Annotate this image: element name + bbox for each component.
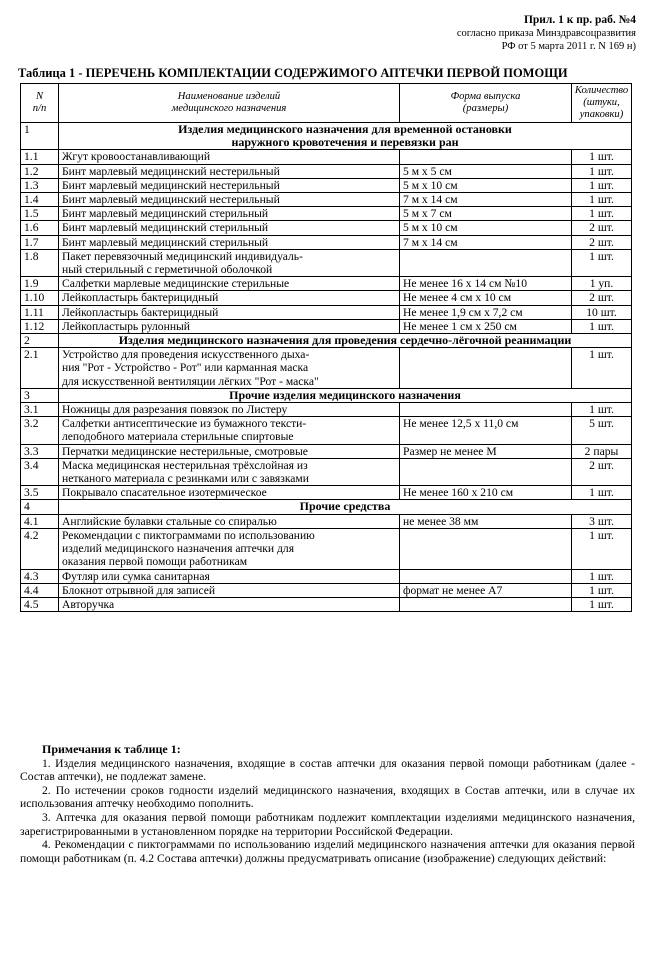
item-form: 7 м х 14 см [400, 193, 572, 207]
item-name: Бинт марлевый медицинский нестерильный [59, 164, 400, 178]
item-quantity: 1 шт. [572, 569, 632, 583]
table-row [21, 348, 632, 389]
item-form: Не менее 160 х 210 см [400, 486, 572, 500]
item-name: Рекомендации с пиктограммами по использованию изделий медицинского назначения аптечки для оказания первой помощи работникам [59, 528, 400, 569]
item-form: Не менее 12,5 х 11,0 см [400, 417, 572, 444]
item-quantity: 1 шт. [572, 164, 632, 178]
item-form: не менее 38 мм [400, 514, 572, 528]
item-quantity: 1 шт. [572, 528, 632, 569]
table-row [21, 277, 632, 291]
item-number: 2.1 [21, 348, 59, 389]
item-form: 5 м х 10 см [400, 178, 572, 192]
table-row [21, 164, 632, 178]
section-title: Изделия медицинского назначения для проведения сердечно-лёгочной реанимации [59, 334, 632, 348]
item-form [400, 150, 572, 164]
item-quantity: 3 шт. [572, 514, 632, 528]
section-row [21, 334, 632, 348]
item-name: Жгут кровоостанавливающий [59, 150, 400, 164]
item-form [400, 528, 572, 569]
item-number: 4.2 [21, 528, 59, 569]
order-reference: согласно приказа Минздравсоцразвития [456, 28, 636, 39]
table-row [21, 178, 632, 192]
item-quantity: 1 шт. [572, 249, 632, 276]
item-number: 1.7 [21, 235, 59, 249]
section-number: 2 [21, 334, 59, 348]
item-quantity: 1 шт. [572, 403, 632, 417]
item-quantity: 2 шт. [572, 221, 632, 235]
table-row [21, 417, 632, 444]
item-number: 4.1 [21, 514, 59, 528]
table-header-row [21, 84, 632, 123]
item-form [400, 249, 572, 276]
section-number: 4 [21, 500, 59, 514]
item-quantity: 1 шт. [572, 348, 632, 389]
item-quantity: 1 шт. [572, 319, 632, 333]
table-row [21, 583, 632, 597]
column-header-form: Форма выпуска (размеры) [400, 84, 572, 123]
item-number: 3.1 [21, 403, 59, 417]
section-title: Прочие изделия медицинского назначения [59, 388, 632, 402]
item-form [400, 403, 572, 417]
item-number: 1.2 [21, 164, 59, 178]
order-date: РФ от 5 марта 2011 г. N 169 н) [501, 41, 636, 52]
document-header [457, 14, 636, 53]
table-title: Таблица 1 - ПЕРЕЧЕНЬ КОМПЛЕКТАЦИИ СОДЕРЖИМОГО АПТЕЧКИ ПЕРВОЙ ПОМОЩИ [18, 66, 568, 80]
item-name: Бинт марлевый медицинский стерильный [59, 207, 400, 221]
item-form [400, 458, 572, 485]
item-quantity: 1 шт. [572, 207, 632, 221]
table-row [21, 569, 632, 583]
table-row [21, 150, 632, 164]
item-number: 1.10 [21, 291, 59, 305]
notes-title: Примечания к таблице 1: [42, 742, 181, 756]
item-quantity: 2 шт. [572, 235, 632, 249]
item-quantity: 10 шт. [572, 305, 632, 319]
item-form: Не менее 4 см х 10 см [400, 291, 572, 305]
item-number: 3.2 [21, 417, 59, 444]
item-name: Маска медицинская нестерильная трёхслойная из нетканого материала с резинками или с завязками [59, 458, 400, 485]
item-number: 1.11 [21, 305, 59, 319]
table-body [21, 123, 632, 612]
item-quantity: 2 шт. [572, 458, 632, 485]
item-name: Бинт марлевый медицинский нестерильный [59, 178, 400, 192]
table-row [21, 597, 632, 611]
item-number: 1.12 [21, 319, 59, 333]
item-form [400, 348, 572, 389]
item-number: 1.3 [21, 178, 59, 192]
item-quantity: 1 шт. [572, 193, 632, 207]
section-title: Прочие средства [59, 500, 632, 514]
table-row [21, 319, 632, 333]
table-row [21, 528, 632, 569]
item-name: Салфетки антисептические из бумажного тексти- леподобного материала стерильные спиртовые [59, 417, 400, 444]
item-quantity: 1 уп. [572, 277, 632, 291]
item-form: Не менее 1,9 см х 7,2 см [400, 305, 572, 319]
item-name: Бинт марлевый медицинский стерильный [59, 235, 400, 249]
item-name: Пакет перевязочный медицинский индивидуаль- ный стерильный с герметичной оболочкой [59, 249, 400, 276]
item-quantity: 1 шт. [572, 486, 632, 500]
table-row [21, 249, 632, 276]
item-quantity: 1 шт. [572, 583, 632, 597]
note-item: 4. Рекомендации с пиктограммами по использованию изделий медицинского назначения аптечки для оказания первой помощи работникам (п. 4.2 Состава аптечки) должны предусматривать описание (изображение) следующих действий: [20, 838, 635, 865]
item-number: 3.3 [21, 444, 59, 458]
table-row [21, 458, 632, 485]
table-row [21, 291, 632, 305]
item-name: Лейкопластырь рулонный [59, 319, 400, 333]
item-form: Размер не менее М [400, 444, 572, 458]
item-name: Футляр или сумка санитарная [59, 569, 400, 583]
section-title: Изделия медицинского назначения для временной остановки наружного кровотечения и перевязки ран [59, 123, 632, 150]
note-item: 3. Аптечка для оказания первой помощи работникам подлежит комплектации изделиями медицинского назначения, зарегистрированными в установленном порядке на территории Российской Федерации. [20, 810, 635, 838]
item-name: Перчатки медицинские нестерильные, смотровые [59, 444, 400, 458]
item-quantity: 1 шт. [572, 178, 632, 192]
item-quantity: 1 шт. [572, 597, 632, 611]
item-name: Устройство для проведения искусственного дыха- ния "Рот - Устройство - Рот" или карманная маска для искусственной вентиляции лёгких "Рот - маска" [59, 348, 400, 389]
item-quantity: 2 шт. [572, 291, 632, 305]
item-number: 3.5 [21, 486, 59, 500]
attachment-reference: Прил. 1 к пр. раб. №4 [523, 14, 636, 26]
table-row [21, 207, 632, 221]
item-quantity: 2 пары [572, 444, 632, 458]
item-number: 1.5 [21, 207, 59, 221]
item-name: Покрывало спасательное изотермическое [59, 486, 400, 500]
item-form: 5 м х 5 см [400, 164, 572, 178]
item-form [400, 569, 572, 583]
item-quantity: 5 шт. [572, 417, 632, 444]
table-row [21, 403, 632, 417]
table-row [21, 444, 632, 458]
item-number: 1.9 [21, 277, 59, 291]
item-number: 4.5 [21, 597, 59, 611]
item-form [400, 597, 572, 611]
item-number: 1.6 [21, 221, 59, 235]
first-aid-kit-table [20, 83, 632, 612]
item-number: 1.4 [21, 193, 59, 207]
item-number: 1.1 [21, 150, 59, 164]
table-row [21, 193, 632, 207]
note-item: 1. Изделия медицинского назначения, входящие в состав аптечки для оказания первой помощи работникам (далее - Состав аптечки), не подлежат замене. [20, 756, 635, 784]
section-number: 3 [21, 388, 59, 402]
item-form: формат не менее А7 [400, 583, 572, 597]
section-row [21, 388, 632, 402]
item-form: 5 м х 7 см [400, 207, 572, 221]
table-row [21, 514, 632, 528]
item-name: Бинт марлевый медицинский стерильный [59, 221, 400, 235]
item-number: 4.3 [21, 569, 59, 583]
item-form: Не менее 1 см х 250 см [400, 319, 572, 333]
item-name: Авторучка [59, 597, 400, 611]
item-number: 1.8 [21, 249, 59, 276]
item-number: 4.4 [21, 583, 59, 597]
item-form: 7 м х 14 см [400, 235, 572, 249]
item-form: Не менее 16 х 14 см №10 [400, 277, 572, 291]
table-row [21, 486, 632, 500]
section-row [21, 123, 632, 150]
item-form: 5 м х 10 см [400, 221, 572, 235]
column-header-number: N п/п [21, 84, 59, 123]
column-header-quantity: Количество (штуки, упаковки) [572, 84, 632, 123]
item-name: Блокнот отрывной для записей [59, 583, 400, 597]
column-header-name: Наименование изделий медицинского назначения [59, 84, 400, 123]
table-row [21, 305, 632, 319]
item-name: Английские булавки стальные со спиралью [59, 514, 400, 528]
item-quantity: 1 шт. [572, 150, 632, 164]
section-row [21, 500, 632, 514]
item-name: Салфетки марлевые медицинские стерильные [59, 277, 400, 291]
section-number: 1 [21, 123, 59, 150]
note-item: 2. По истечении сроков годности изделий медицинского назначения, входящих в Состав аптечки, или в случае их использования аптечку необходимо пополнить. [20, 783, 635, 811]
item-name: Ножницы для разрезания повязок по Листеру [59, 403, 400, 417]
table-row [21, 221, 632, 235]
table-notes [20, 743, 635, 865]
item-name: Бинт марлевый медицинский нестерильный [59, 193, 400, 207]
item-name: Лейкопластырь бактерицидный [59, 305, 400, 319]
item-number: 3.4 [21, 458, 59, 485]
table-row [21, 235, 632, 249]
item-name: Лейкопластырь бактерицидный [59, 291, 400, 305]
